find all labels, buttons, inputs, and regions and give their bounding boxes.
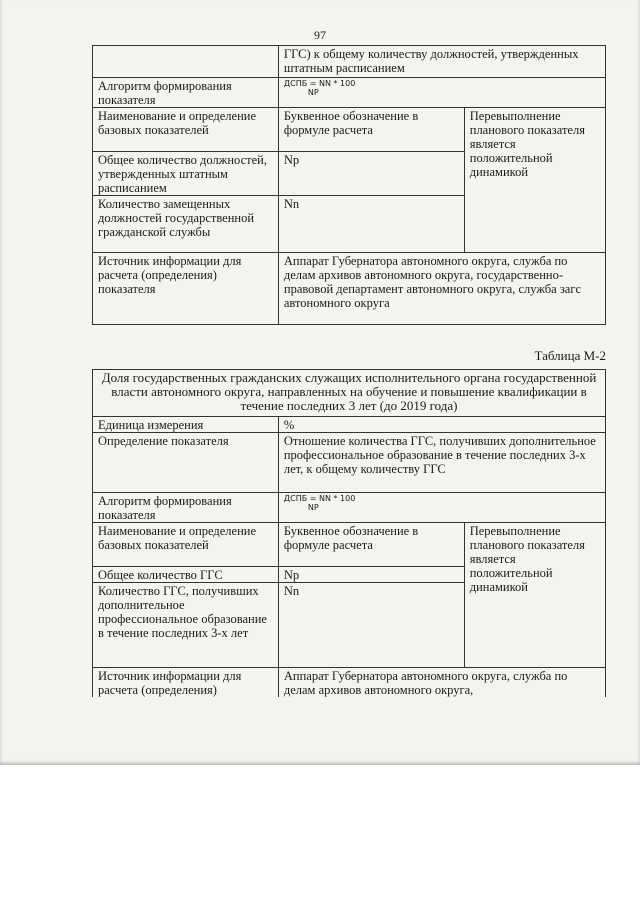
table2-trained-symbol: Nn [278, 583, 464, 668]
table2-names-label: Наименование и определение базовых показателей [93, 523, 279, 567]
table1-algorithm-label: Алгоритм формирования показателя [93, 78, 279, 108]
table2-formula-denominator: NP [307, 503, 319, 512]
table2-formula-numerator: ДСПБ = NN * 100 [283, 494, 356, 503]
table2-total-label: Общее количество ГГС [93, 567, 279, 583]
table1-source-value: Аппарат Губернатора автономного округа, служба по делам архивов автономного округа, государственно-правовой департамент автономного округа, служба загс автономного округа [278, 253, 605, 325]
table2-source-label: Источник информации для расчета (определения) [93, 668, 279, 698]
table2-overfulfillment-note: Перевыполнение планового показателя является положительной динамикой [464, 523, 605, 668]
table1-top-text: ГГС) к общему количеству должностей, утвержденных штатным расписанием [278, 46, 605, 78]
table1-total-label: Общее количество должностей, утвержденных штатным расписанием [93, 152, 279, 196]
table1-formula-numerator: ДСПБ = NN * 100 [283, 79, 356, 88]
indicator-table-2 [92, 369, 606, 697]
table2-algorithm-label: Алгоритм формирования показателя [93, 493, 279, 523]
table2-definition-value: Отношение количества ГГС, получивших дополнительное профессиональное образование в течение последних 3-х лет, к общему количеству ГГС [278, 433, 605, 493]
table2-total-symbol: Np [278, 567, 464, 583]
table1-formula-denominator: NP [307, 88, 319, 97]
table2-caption: Таблица М-2 [534, 348, 606, 363]
table1-filled-label: Количество замещенных должностей государственной гражданской службы [93, 196, 279, 253]
table2-unit-value: % [278, 417, 605, 433]
table2-title: Доля государственных гражданских служащих исполнительного органа государственной власти автономного округа, направленных на обучение и повышение квалификации в течение последних 3 лет (до 2019 года) [93, 370, 606, 417]
table1-formula [278, 78, 605, 108]
table1-total-symbol: Np [278, 152, 464, 196]
table1-filled-symbol: Nn [278, 196, 464, 253]
table2-unit-label: Единица измерения [93, 417, 279, 433]
table1-overfulfillment-note: Перевыполнение планового показателя является положительной динамикой [464, 108, 605, 253]
table2-definition-label: Определение показателя [93, 433, 279, 493]
table1-names-label: Наименование и определение базовых показателей [93, 108, 279, 152]
table1-source-label: Источник информации для расчета (определения) показателя [93, 253, 279, 325]
table1-letter-label: Буквенное обозначение в формуле расчета [278, 108, 464, 152]
table1-empty-cell [93, 46, 279, 78]
page-number: 97 [314, 28, 326, 42]
table2-formula [278, 493, 605, 523]
table2-letter-label: Буквенное обозначение в формуле расчета [278, 523, 464, 567]
table2-source-value: Аппарат Губернатора автономного округа, служба по делам архивов автономного округа, [278, 668, 605, 698]
table2-trained-label: Количество ГГС, получивших дополнительное профессиональное образование в течение последних 3-х лет [93, 583, 279, 668]
indicator-table-1 [92, 45, 606, 325]
